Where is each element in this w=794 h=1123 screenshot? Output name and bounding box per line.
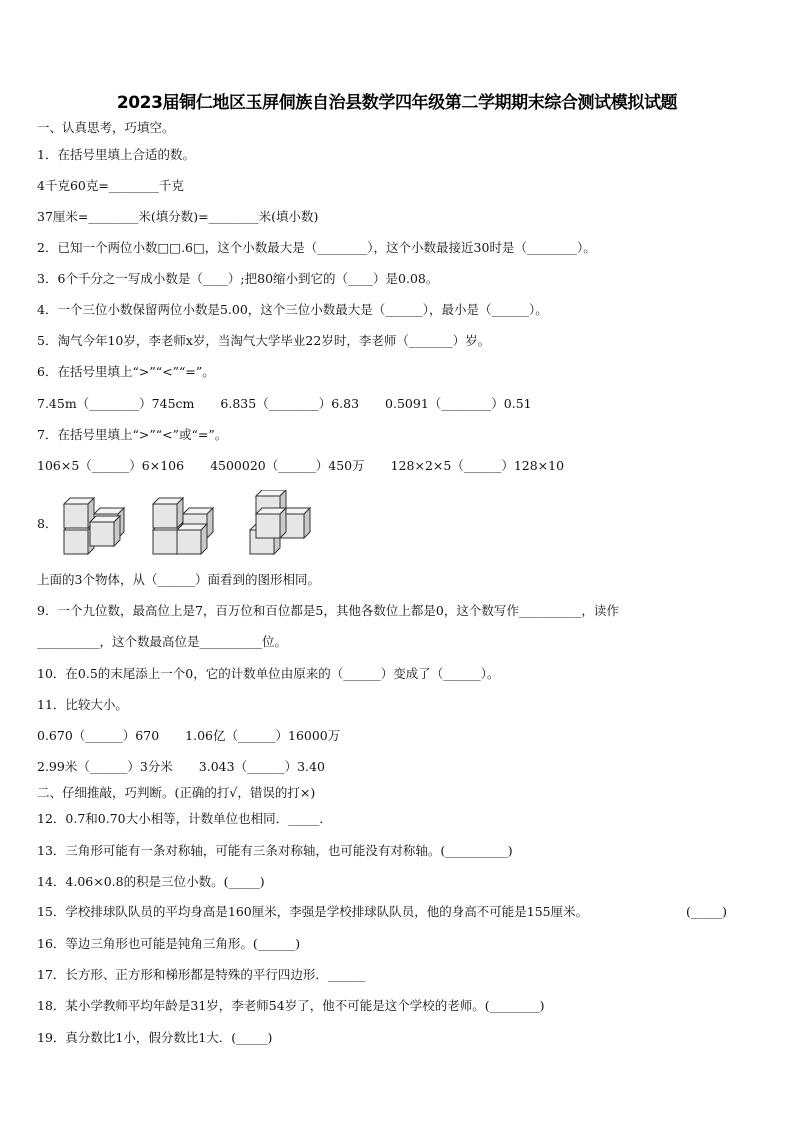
question-11-row-2 — [37, 759, 325, 775]
cube-object-2 — [153, 498, 213, 554]
question-6b: 6.835（________）6.83 — [220, 396, 360, 411]
question-17: 17．长方形、正方形和梯形都是特殊的平行四边形．______ — [37, 967, 366, 982]
question-6-row — [37, 396, 532, 412]
question-7c: 128×2×5（______）128×10 — [390, 458, 565, 473]
cube-figures — [60, 490, 320, 560]
section-1-heading: 一、认真思考，巧填空。 — [37, 120, 175, 135]
question-11-row-1 — [37, 728, 340, 744]
question-8-number: 8． — [37, 516, 58, 531]
question-15: 15．学校排球队队员的平均身高是160厘米，李强是学校排球队队员，他的身高不可能是155厘米。 — [37, 904, 589, 919]
cube-object-1 — [64, 498, 124, 554]
question-9b: __________，这个数最高位是__________位。 — [37, 634, 288, 649]
question-19: 19．真分数比1小，假分数比1大．(_____) — [37, 1030, 273, 1045]
question-11b: 1.06亿（______）16000万 — [185, 728, 341, 743]
cube-object-3 — [250, 490, 310, 554]
page-title: 2023届铜仁地区玉屏侗族自治县数学四年级第二学期期末综合测试模拟试题 — [116, 93, 678, 113]
question-2: 2．已知一个两位小数□□.6□，这个小数最大是（________），这个小数最接近30时是（________）。 — [37, 240, 596, 255]
question-7-row — [37, 458, 564, 474]
question-11c: 2.99米（______）3分米 — [37, 759, 173, 774]
question-7: 7．在括号里填上“>”“<”或“=”。 — [37, 427, 228, 442]
question-18: 18．某小学教师平均年龄是31岁，李老师54岁了，他不可能是这个学校的老师。(________) — [37, 998, 545, 1013]
question-5: 5．淘气今年10岁，李老师x岁，当淘气大学毕业22岁时，李老师（_______）岁。 — [37, 333, 491, 348]
question-7b: 4500020（______）450万 — [210, 458, 365, 473]
question-1a: 4千克60克=________千克 — [37, 178, 184, 193]
question-6: 6．在括号里填上“>”“<”“=”。 — [37, 364, 215, 379]
question-12: 12．0.7和0.70大小相等，计数单位也相同．_____． — [37, 811, 332, 826]
question-3: 3．6个千分之一写成小数是（____）;把80缩小到它的（____）是0.08。 — [37, 271, 439, 286]
section-2-heading: 二、仔细推敲，巧判断。(正确的打√，错误的打×) — [37, 785, 316, 800]
question-11a: 0.670（______）670 — [37, 728, 160, 743]
question-7a: 106×5（______）6×106 — [37, 458, 185, 473]
question-9a: 9．一个九位数，最高位上是7，百万位和百位都是5，其他各数位上都是0，这个数写作__________，读作 — [37, 603, 619, 618]
question-6a: 7.45m（________）745cm — [37, 396, 195, 411]
question-14: 14．4.06×0.8的积是三位小数。(_____) — [37, 874, 265, 889]
question-1: 1．在括号里填上合适的数。 — [37, 147, 195, 162]
question-4: 4．一个三位小数保留两位小数是5.00，这个三位小数最大是（______），最小是（______）。 — [37, 302, 548, 317]
question-11: 11．比较大小。 — [37, 697, 128, 712]
question-13: 13．三角形可能有一条对称轴，可能有三条对称轴，也可能没有对称轴。(__________) — [37, 843, 513, 858]
question-6c: 0.5091（________）0.51 — [385, 396, 532, 411]
question-16: 16．等边三角形也可能是钝角三角形。(______) — [37, 936, 301, 951]
question-8: 上面的3个物体，从（______）面看到的图形相同。 — [37, 572, 320, 587]
question-15-answer: (_____) — [686, 904, 728, 919]
question-1b: 37厘米=________米(填分数)=________米(填小数) — [37, 209, 319, 224]
question-11d: 3.043（______）3.40 — [198, 759, 325, 774]
question-10: 10．在0.5的末尾添上一个0，它的计数单位由原来的（______）变成了（______）。 — [37, 666, 500, 681]
